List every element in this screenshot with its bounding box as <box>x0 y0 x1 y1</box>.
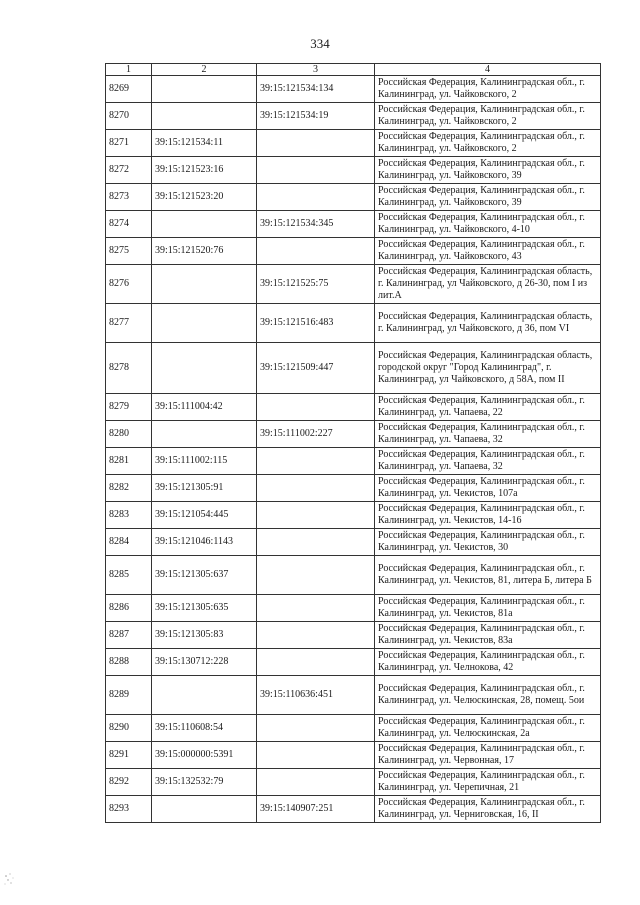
table-row <box>106 304 601 343</box>
registry-rows <box>106 76 601 823</box>
address-cell: Российская Федерация, Калининградская обл., г. Калининград, ул. Чекистов, 81а <box>375 595 601 622</box>
table-row <box>106 211 601 238</box>
cadastral-number-land <box>152 103 257 130</box>
address-cell: Российская Федерация, Калининградская обл., г. Калининград, ул. Чапаева, 32 <box>375 448 601 475</box>
row-number: 8279 <box>106 394 152 421</box>
row-number: 8286 <box>106 595 152 622</box>
cadastral-number-land: 39:15:121523:16 <box>152 157 257 184</box>
table-row <box>106 796 601 823</box>
table-row <box>106 421 601 448</box>
cadastral-number-land <box>152 676 257 715</box>
column-header: 3 <box>257 64 375 76</box>
cadastral-number-land <box>152 796 257 823</box>
row-number: 8275 <box>106 238 152 265</box>
address-cell: Российская Федерация, Калининградская обл., г. Калининград, ул. Челюскинская, 28, помещ. 5ои <box>375 676 601 715</box>
cadastral-number-building <box>257 448 375 475</box>
cadastral-number-land: 39:15:121305:635 <box>152 595 257 622</box>
table-row <box>106 475 601 502</box>
cadastral-number-land <box>152 304 257 343</box>
address-cell: Российская Федерация, Калининградская обл., г. Калининград, ул. Чайковского, 2 <box>375 130 601 157</box>
cadastral-number-land: 39:15:111004:42 <box>152 394 257 421</box>
address-cell: Российская Федерация, Калининградская обл., г. Калининград, ул. Черниговская, 16, II <box>375 796 601 823</box>
row-number: 8276 <box>106 265 152 304</box>
row-number: 8280 <box>106 421 152 448</box>
cadastral-number-building <box>257 475 375 502</box>
table-row <box>106 448 601 475</box>
cadastral-number-building: 39:15:121525:75 <box>257 265 375 304</box>
column-number-row <box>106 64 601 76</box>
cadastral-number-building <box>257 649 375 676</box>
address-cell: Российская Федерация, Калининградская обл., г. Калининград, ул. Чекистов, 30 <box>375 529 601 556</box>
row-number: 8291 <box>106 742 152 769</box>
cadastral-number-land <box>152 211 257 238</box>
row-number: 8290 <box>106 715 152 742</box>
row-number: 8282 <box>106 475 152 502</box>
table-row <box>106 676 601 715</box>
row-number: 8271 <box>106 130 152 157</box>
table-row <box>106 265 601 304</box>
cadastral-number-building <box>257 238 375 265</box>
table-row <box>106 184 601 211</box>
address-cell: Российская Федерация, Калининградская обл., г. Калининград, ул. Червонная, 17 <box>375 742 601 769</box>
cadastral-number-building <box>257 157 375 184</box>
address-cell: Российская Федерация, Калининградская обл., г. Калининград, ул. Чайковского, 2 <box>375 103 601 130</box>
cadastral-number-land: 39:15:130712:228 <box>152 649 257 676</box>
cadastral-number-land: 39:15:110608:54 <box>152 715 257 742</box>
cadastral-number-building <box>257 742 375 769</box>
cadastral-number-land: 39:15:121520:76 <box>152 238 257 265</box>
row-number: 8284 <box>106 529 152 556</box>
address-cell: Российская Федерация, Калининградская область, г. Калининград, ул Чайковского, д 36, пом VI <box>375 304 601 343</box>
address-cell: Российская Федерация, Калининградская обл., г. Калининград, ул. Чекистов, 81, литера Б, литера Б <box>375 556 601 595</box>
column-header: 1 <box>106 64 152 76</box>
cadastral-number-building: 39:15:110636:451 <box>257 676 375 715</box>
row-number: 8288 <box>106 649 152 676</box>
row-number: 8272 <box>106 157 152 184</box>
cadastral-number-land: 39:15:121534:11 <box>152 130 257 157</box>
row-number: 8281 <box>106 448 152 475</box>
column-header: 4 <box>375 64 601 76</box>
cadastral-number-land: 39:15:121054:445 <box>152 502 257 529</box>
row-number: 8285 <box>106 556 152 595</box>
table-row <box>106 715 601 742</box>
cadastral-number-building: 39:15:121534:134 <box>257 76 375 103</box>
row-number: 8273 <box>106 184 152 211</box>
address-cell: Российская Федерация, Калининградская обл., г. Калининград, ул. Чайковского, 39 <box>375 157 601 184</box>
scan-artifact <box>3 872 17 886</box>
table-row <box>106 649 601 676</box>
row-number: 8278 <box>106 343 152 394</box>
row-number: 8274 <box>106 211 152 238</box>
cadastral-number-building: 39:15:111002:227 <box>257 421 375 448</box>
registry-table <box>105 63 601 823</box>
address-cell: Российская Федерация, Калининградская обл., г. Калининград, ул. Чайковского, 43 <box>375 238 601 265</box>
cadastral-number-building <box>257 556 375 595</box>
table-row <box>106 103 601 130</box>
cadastral-number-land: 39:15:121523:20 <box>152 184 257 211</box>
address-cell: Российская Федерация, Калининградская обл., г. Калининград, ул. Чапаева, 22 <box>375 394 601 421</box>
address-cell: Российская Федерация, Калининградская обл., г. Калининград, ул. Челнокова, 42 <box>375 649 601 676</box>
cadastral-number-building <box>257 502 375 529</box>
table-row <box>106 742 601 769</box>
address-cell: Российская Федерация, Калининградская обл., г. Калининград, ул. Чекистов, 107а <box>375 475 601 502</box>
address-cell: Российская Федерация, Калининградская обл., г. Калининград, ул. Чекистов, 14-16 <box>375 502 601 529</box>
table-row <box>106 529 601 556</box>
row-number: 8289 <box>106 676 152 715</box>
address-cell: Российская Федерация, Калининградская обл., г. Калининград, ул. Черепичная, 21 <box>375 769 601 796</box>
address-cell: Российская Федерация, Калининградская обл., г. Калининград, ул. Чайковского, 39 <box>375 184 601 211</box>
table-row <box>106 556 601 595</box>
cadastral-number-building <box>257 715 375 742</box>
cadastral-number-building <box>257 130 375 157</box>
cadastral-number-land <box>152 343 257 394</box>
cadastral-number-building <box>257 394 375 421</box>
table-row <box>106 394 601 421</box>
cadastral-number-building <box>257 769 375 796</box>
cadastral-number-building: 39:15:121509:447 <box>257 343 375 394</box>
cadastral-number-building <box>257 622 375 649</box>
address-cell: Российская Федерация, Калининградская обл., г. Калининград, ул. Чекистов, 83а <box>375 622 601 649</box>
cadastral-number-land <box>152 265 257 304</box>
table-row <box>106 238 601 265</box>
cadastral-number-land: 39:15:121305:83 <box>152 622 257 649</box>
row-number: 8293 <box>106 796 152 823</box>
cadastral-number-building <box>257 184 375 211</box>
row-number: 8292 <box>106 769 152 796</box>
cadastral-number-land <box>152 76 257 103</box>
address-cell: Российская Федерация, Калининградская обл., г. Калининград, ул. Чапаева, 32 <box>375 421 601 448</box>
table-row <box>106 595 601 622</box>
table-row <box>106 76 601 103</box>
cadastral-number-land: 39:15:121046:1143 <box>152 529 257 556</box>
cadastral-number-land <box>152 421 257 448</box>
table-row <box>106 502 601 529</box>
table-row <box>106 343 601 394</box>
cadastral-number-land: 39:15:111002:115 <box>152 448 257 475</box>
cadastral-number-building: 39:15:121534:19 <box>257 103 375 130</box>
table-row <box>106 130 601 157</box>
address-cell: Российская Федерация, Калининградская область, г. Калининград, ул Чайковского, д 26-30, пом I из лит.А <box>375 265 601 304</box>
address-cell: Российская Федерация, Калининградская обл., г. Калининград, ул. Чайковского, 2 <box>375 76 601 103</box>
row-number: 8283 <box>106 502 152 529</box>
address-cell: Российская Федерация, Калининградская обл., г. Калининград, ул. Чайковского, 4-10 <box>375 211 601 238</box>
address-cell: Российская Федерация, Калининградская область, городской округ "Город Калининград", г. Калининград, ул Чайковского, д 58А, пом II <box>375 343 601 394</box>
cadastral-number-building: 39:15:121534:345 <box>257 211 375 238</box>
cadastral-number-land: 39:15:121305:637 <box>152 556 257 595</box>
column-header: 2 <box>152 64 257 76</box>
cadastral-number-land: 39:15:132532:79 <box>152 769 257 796</box>
row-number: 8269 <box>106 76 152 103</box>
table-row <box>106 769 601 796</box>
row-number: 8270 <box>106 103 152 130</box>
row-number: 8287 <box>106 622 152 649</box>
table-row <box>106 157 601 184</box>
cadastral-number-building: 39:15:140907:251 <box>257 796 375 823</box>
table-row <box>106 622 601 649</box>
cadastral-number-building <box>257 529 375 556</box>
address-cell: Российская Федерация, Калининградская обл., г. Калининград, ул. Челюскинская, 2а <box>375 715 601 742</box>
cadastral-number-building: 39:15:121516:483 <box>257 304 375 343</box>
cadastral-number-land: 39:15:121305:91 <box>152 475 257 502</box>
page-number: 334 <box>310 36 330 51</box>
cadastral-number-building <box>257 595 375 622</box>
cadastral-number-land: 39:15:000000:5391 <box>152 742 257 769</box>
row-number: 8277 <box>106 304 152 343</box>
